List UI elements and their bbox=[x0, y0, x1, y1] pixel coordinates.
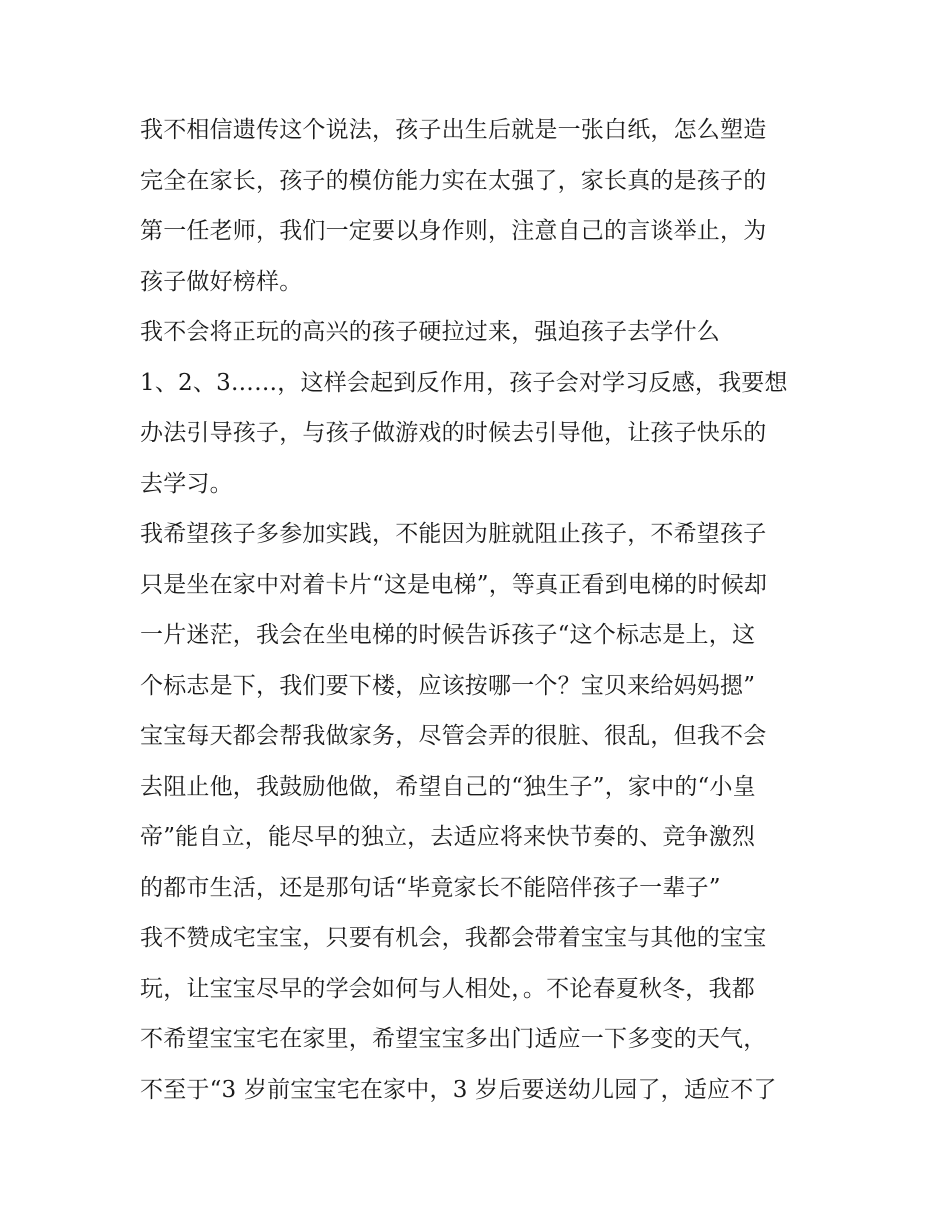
text-line: 去阻止他，我鼓励他做，希望自己的“独生子”，家中的“小皇 bbox=[140, 773, 756, 800]
text-line: 完全在家长，孩子的模仿能力实在太强了，家长真的是孩子的 bbox=[140, 167, 767, 194]
text-line: 1、2、3……，这样会起到反作用，孩子会对学习反感，我要想 bbox=[140, 369, 788, 396]
text-line: 只是坐在家中对着卡片“这是电梯”，等真正看到电梯的时候却 bbox=[140, 571, 768, 598]
text-line: 办法引导孩子，与孩子做游戏的时候去引导他，让孩子快乐的 bbox=[140, 420, 767, 446]
text-line: 我不相信遗传这个说法，孩子出生后就是一张白纸，怎么塑造 bbox=[140, 117, 767, 143]
text-line: 个标志是下，我们要下楼，应该按哪一个？宝贝来给妈妈摁” bbox=[140, 672, 756, 699]
text-line: 去学习。 bbox=[140, 470, 233, 497]
text-line: 玩，让宝宝尽早的学会如何与人相处，。不论春夏秋冬，我都 bbox=[140, 975, 755, 1002]
text-line: 孩子做好榜样。 bbox=[140, 268, 303, 295]
text-line: 宝宝每天都会帮我做家务，尽管会弄的很脏、很乱，但我不会 bbox=[140, 723, 767, 749]
text-line: 我不会将正玩的高兴的孩子硬拉过来，强迫孩子去学什么 bbox=[140, 319, 720, 345]
text-line: 第一任老师，我们一定要以身作则，注意自己的言谈举止，为 bbox=[140, 218, 767, 244]
text-line: 我不赞成宅宝宝，只要有机会，我都会带着宝宝与其他的宝宝 bbox=[140, 925, 767, 951]
text-line: 帝”能自立，能尽早的独立，去适应将来快节奏的、竞争激烈 bbox=[140, 824, 756, 850]
document-body bbox=[140, 105, 820, 1115]
text-line: 不至于“3 岁前宝宝宅在家中，3 岁后要送幼儿园了，适应不了 bbox=[140, 1076, 777, 1103]
text-line: 的都市生活，还是那句话“毕竟家长不能陪伴孩子一辈子” bbox=[140, 874, 721, 901]
text-line: 一片迷茫，我会在坐电梯的时候告诉孩子“这个标志是上，这 bbox=[140, 622, 756, 648]
text-line: 不希望宝宝宅在家里，希望宝宝多出门适应一下多变的天气， bbox=[140, 1026, 767, 1052]
text-line: 我希望孩子多参加实践，不能因为脏就阻止孩子，不希望孩子 bbox=[140, 521, 767, 547]
